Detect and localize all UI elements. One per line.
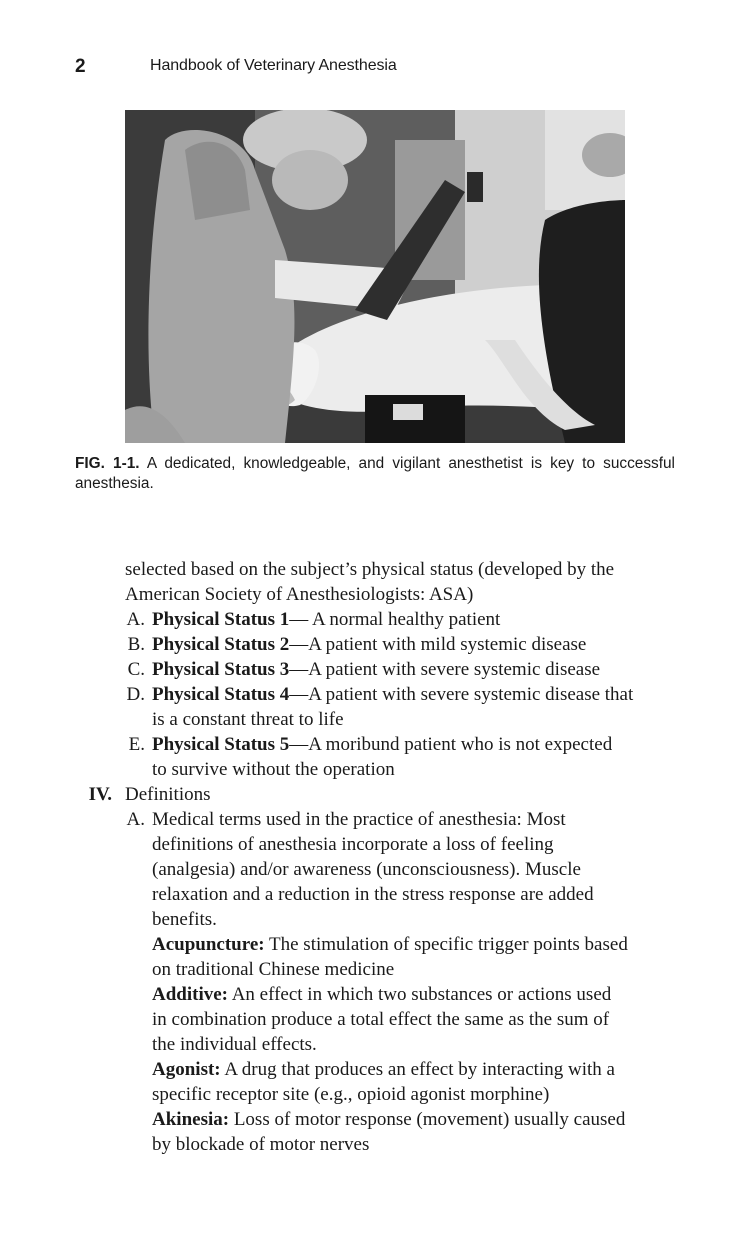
text-line: (analgesia) and/or awareness (unconsciousness). Muscle — [152, 859, 581, 880]
list-marker: A. — [126, 609, 145, 630]
term-description: —A patient with mild systemic disease — [289, 634, 587, 655]
term-description: —A patient with severe systemic disease — [289, 659, 601, 680]
term: Akinesia: — [152, 1109, 230, 1130]
definition-acupuncture — [152, 932, 628, 957]
term: Physical Status 3 — [152, 659, 290, 680]
text-line: by blockade of motor nerves — [152, 1134, 370, 1155]
text-line: to survive without the operation — [152, 759, 395, 780]
list-item — [152, 682, 633, 707]
text-line: relaxation and a reduction in the stress response are added — [152, 884, 594, 905]
definition-text: The stimulation of specific trigger points based — [264, 934, 628, 955]
text-line: specific receptor site (e.g., opioid agonist morphine) — [152, 1084, 550, 1105]
list-marker: A. — [126, 809, 145, 830]
text-line: American Society of Anesthesiologists: ASA) — [125, 584, 474, 605]
definition-akinesia — [152, 1107, 625, 1132]
term-description: —A patient with severe systemic disease that — [289, 684, 634, 705]
term: Additive: — [152, 984, 228, 1005]
text-line: is a constant threat to life — [152, 709, 344, 730]
page-number: 2 — [75, 56, 86, 77]
term: Agonist: — [152, 1059, 221, 1080]
term: Physical Status 1 — [152, 609, 290, 630]
term: Physical Status 4 — [152, 684, 290, 705]
term-description: — A normal healthy patient — [289, 609, 501, 630]
text-line: the individual effects. — [152, 1034, 317, 1055]
text-line: benefits. — [152, 909, 217, 930]
figure-caption-text: A dedicated, knowledgeable, and vigilant anesthetist is key to successful anesthesia. — [75, 455, 675, 492]
text-line: definitions of anesthesia incorporate a loss of feeling — [152, 834, 554, 855]
text-line: on traditional Chinese medicine — [152, 959, 395, 980]
figure-photo — [125, 110, 625, 443]
definition-agonist — [152, 1057, 615, 1082]
term: Physical Status 5 — [152, 734, 290, 755]
section-title: Definitions — [125, 784, 211, 805]
running-header — [75, 56, 675, 82]
term: Acupuncture: — [152, 934, 265, 955]
list-item — [152, 607, 500, 632]
term: Physical Status 2 — [152, 634, 290, 655]
list-item — [152, 632, 586, 657]
running-title: Handbook of Veterinary Anesthesia — [150, 57, 397, 74]
list-marker: E. — [128, 734, 145, 755]
text-line: in combination produce a total effect the same as the sum of — [152, 1009, 610, 1030]
list-marker: C. — [127, 659, 145, 680]
list-marker: B. — [127, 634, 145, 655]
definition-text: An effect in which two substances or actions used — [228, 984, 612, 1005]
term-description: —A moribund patient who is not expected — [289, 734, 613, 755]
section-marker: IV. — [88, 784, 112, 805]
list-item — [152, 657, 600, 682]
figure-label: FIG. 1-1. — [75, 455, 140, 472]
definition-text: Loss of motor response (movement) usually caused — [229, 1109, 626, 1130]
definition-text: A drug that produces an effect by interacting with a — [220, 1059, 615, 1080]
list-marker: D. — [126, 684, 145, 705]
list-item — [152, 732, 612, 757]
text-line: Medical terms used in the practice of anesthesia: Most — [152, 809, 566, 830]
definition-additive — [152, 982, 611, 1007]
figure-caption — [75, 454, 675, 493]
text-line: selected based on the subject’s physical status (developed by the — [125, 559, 615, 580]
